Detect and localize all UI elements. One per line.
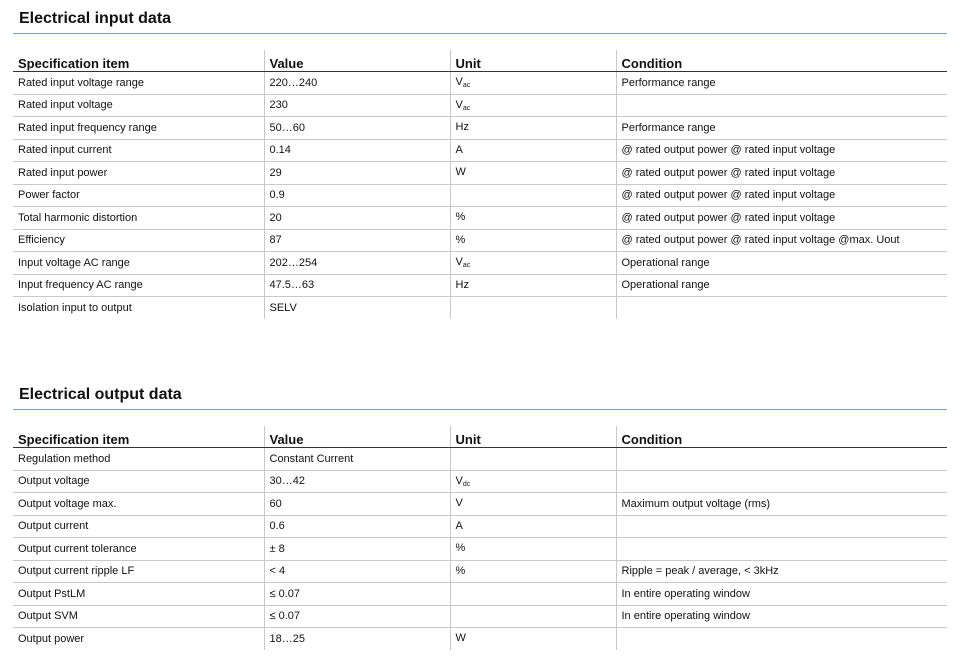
table-row [13,139,947,162]
value-cell: 0.6 [264,515,450,538]
value-cell: 20 [264,207,450,230]
table-row [13,72,947,95]
unit-cell: Hz [450,117,616,140]
condition-cell [616,628,947,650]
condition-cell: @ rated output power @ rated input voltage @max. Uout [616,229,947,252]
condition-cell: @ rated output power @ rated input voltage [616,207,947,230]
table-row [13,162,947,185]
condition-cell: In entire operating window [616,605,947,628]
value-cell: ≤ 0.07 [264,605,450,628]
unit-cell: Hz [450,274,616,297]
spec-item-cell: Rated input power [13,162,264,185]
value-cell: ± 8 [264,538,450,561]
header-spec-item: Specification item [13,50,264,72]
value-cell: 30…42 [264,470,450,493]
unit-cell: V [450,493,616,516]
condition-cell [616,448,947,471]
spec-item-cell: Input voltage AC range [13,252,264,275]
value-cell: Constant Current [264,448,450,471]
input-spec-table [13,50,947,319]
table-row [13,274,947,297]
table-row [13,94,947,117]
spec-item-cell: Output current ripple LF [13,560,264,583]
input-section-title: Electrical input data [13,5,947,34]
unit-cell [450,297,616,319]
unit-cell: % [450,560,616,583]
unit-cell: $V_{ac}$ [450,72,616,95]
spec-item-cell: Regulation method [13,448,264,471]
table-row [13,297,947,319]
condition-cell: @ rated output power @ rated input voltage [616,162,947,185]
unit-cell: % [450,207,616,230]
condition-cell: Performance range [616,117,947,140]
value-cell: 220…240 [264,72,450,95]
unit-cell [450,605,616,628]
condition-cell: Performance range [616,72,947,95]
spec-item-cell: Efficiency [13,229,264,252]
unit-subscript: ac [462,104,471,112]
spec-item-cell: Output SVM [13,605,264,628]
spec-item-cell: Output current tolerance [13,538,264,561]
spec-item-cell: Rated input voltage range [13,72,264,95]
table-row [13,470,947,493]
header-unit: Unit [450,426,616,448]
table-row [13,448,947,471]
condition-cell [616,470,947,493]
spec-item-cell: Input frequency AC range [13,274,264,297]
spec-item-cell: Power factor [13,184,264,207]
table-row [13,515,947,538]
condition-cell: In entire operating window [616,583,947,606]
value-cell: 0.14 [264,139,450,162]
unit-subscript: ac [462,82,471,90]
spec-item-cell: Isolation input to output [18,301,132,314]
unit-cell: % [450,538,616,561]
condition-cell: @ rated output power @ rated input voltage [616,139,947,162]
condition-cell [616,297,947,319]
unit-cell: $V_{dc}$ [450,470,616,493]
unit-subscript: dc [462,480,471,488]
unit-cell: A [450,139,616,162]
spec-item-cell: Rated input voltage [13,94,264,117]
value-cell: 29 [264,162,450,185]
unit-cell: A [450,515,616,538]
value-cell: 202…254 [264,252,450,275]
value-cell: 47.5…63 [264,274,450,297]
header-spec-item: Specification item [13,426,264,448]
value-cell: 230 [264,94,450,117]
header-condition: Condition [616,50,947,72]
spec-item-cell: Output PstLM [13,583,264,606]
value-cell: 87 [264,229,450,252]
output-section-title: Electrical output data [13,381,947,410]
spec-item-cell: Output power [18,632,85,645]
table-row [13,229,947,252]
unit-cell [450,448,616,471]
header-condition: Condition [616,426,947,448]
table-row [13,583,947,606]
value-cell: ≤ 0.07 [264,583,450,606]
condition-cell: Operational range [616,252,947,275]
condition-cell: Maximum output voltage (rms) [616,493,947,516]
condition-cell: Ripple = peak / average, < 3kHz [616,560,947,583]
spec-item-cell: Rated input frequency range [13,117,264,140]
spec-item-cell: Output voltage max. [13,493,264,516]
value-cell: 18…25 [264,628,450,650]
spec-item-cell: Total harmonic distortion [13,207,264,230]
condition-cell [616,515,947,538]
unit-cell: $V_{ac}$ [450,252,616,275]
output-spec-table [13,426,947,650]
table-header-row [13,50,947,72]
table-row [13,252,947,275]
condition-cell [616,94,947,117]
value-cell: SELV [264,297,450,319]
table-row [13,184,947,207]
condition-cell [616,538,947,561]
table-row [13,117,947,140]
table-header-row [13,426,947,448]
spec-item-cell: Rated input current [13,139,264,162]
header-value: Value [264,50,450,72]
table-row [13,493,947,516]
unit-cell: W [450,162,616,185]
value-cell: 60 [264,493,450,516]
condition-cell: @ rated output power @ rated input voltage [616,184,947,207]
header-value: Value [264,426,450,448]
unit-cell: $V_{ac}$ [450,94,616,117]
header-unit: Unit [450,50,616,72]
table-row [13,628,947,650]
input-data-section [13,5,947,319]
unit-cell: % [450,229,616,252]
unit-cell [450,184,616,207]
table-row [13,207,947,230]
unit-subscript: ac [462,262,471,270]
value-cell: 0.9 [264,184,450,207]
spec-item-cell: Output current [13,515,264,538]
condition-cell: Operational range [616,274,947,297]
unit-cell: W [450,628,616,650]
value-cell: 50…60 [264,117,450,140]
table-row [13,605,947,628]
unit-cell [450,583,616,606]
table-row [13,560,947,583]
table-row [13,538,947,561]
output-data-section [13,381,947,650]
value-cell: < 4 [264,560,450,583]
spec-item-cell: Output voltage [13,470,264,493]
